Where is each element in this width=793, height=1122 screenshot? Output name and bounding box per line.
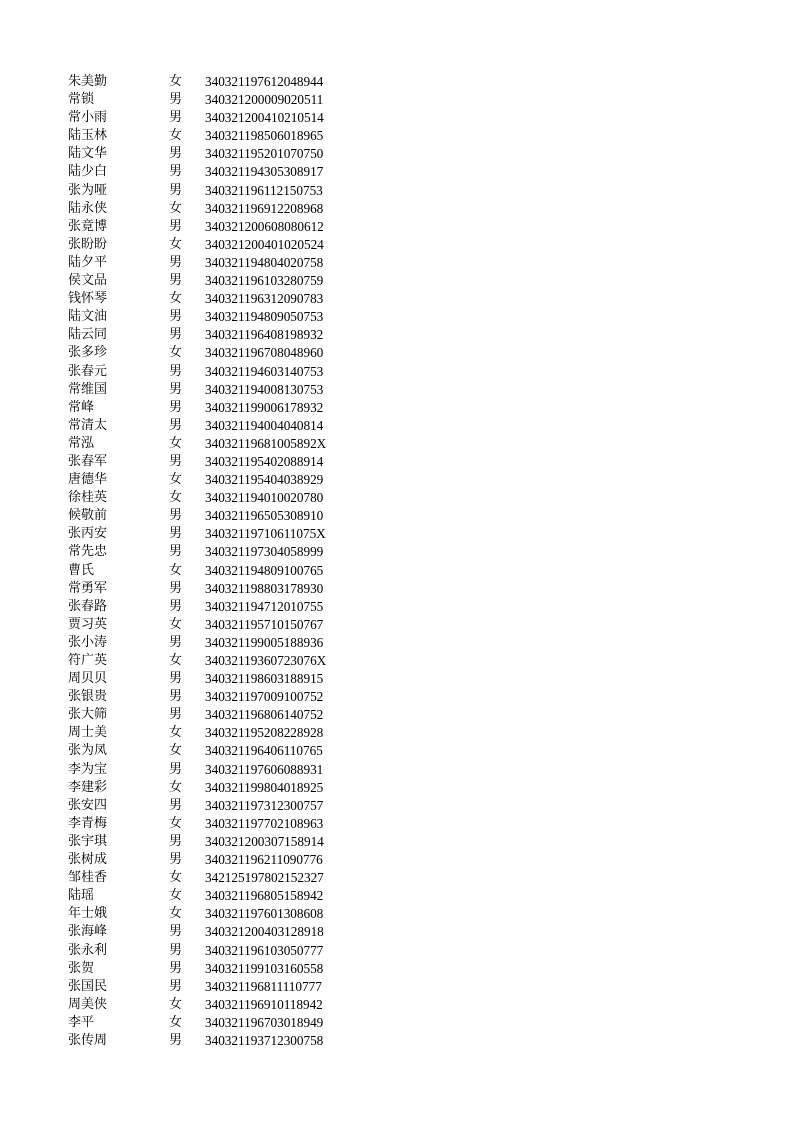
gender-cell: 男 bbox=[169, 218, 183, 234]
gender-cell: 男 bbox=[169, 526, 183, 542]
name-cell: 陆永侠 bbox=[68, 200, 108, 216]
name-cell: 常勇军 bbox=[68, 580, 108, 596]
table-row bbox=[68, 109, 368, 127]
gender-cell: 男 bbox=[169, 833, 183, 849]
name-cell: 曹氏 bbox=[68, 562, 95, 578]
name-cell: 张海峰 bbox=[68, 924, 108, 940]
gender-cell: 男 bbox=[169, 254, 183, 270]
id-number-cell: 340321196910118942 bbox=[205, 996, 323, 1012]
table-row bbox=[68, 815, 368, 833]
table-row bbox=[68, 236, 368, 254]
gender-cell: 女 bbox=[169, 616, 183, 632]
table-row bbox=[68, 670, 368, 688]
id-number-cell: 340321200608080612 bbox=[205, 218, 324, 234]
name-cell: 陆文油 bbox=[68, 309, 108, 325]
gender-cell: 女 bbox=[169, 906, 183, 922]
table-row bbox=[68, 73, 368, 91]
name-cell: 张多珍 bbox=[68, 345, 108, 361]
name-cell: 钱怀琴 bbox=[68, 291, 108, 307]
id-number-cell: 340321196811110777 bbox=[205, 978, 322, 994]
table-row bbox=[68, 634, 368, 652]
table-row bbox=[68, 742, 368, 760]
name-cell: 张贺 bbox=[68, 960, 95, 976]
gender-cell: 男 bbox=[169, 110, 183, 126]
gender-cell: 男 bbox=[169, 327, 183, 343]
name-cell: 周美侠 bbox=[68, 996, 108, 1012]
gender-cell: 男 bbox=[169, 363, 183, 379]
table-row bbox=[68, 1014, 368, 1032]
name-cell: 候敬前 bbox=[68, 508, 108, 524]
table-row bbox=[68, 706, 368, 724]
table-row bbox=[68, 471, 368, 489]
id-number-cell: 340321194008130753 bbox=[205, 381, 324, 397]
name-cell: 李青梅 bbox=[68, 815, 108, 831]
table-row bbox=[68, 489, 368, 507]
name-cell: 陆瑶 bbox=[68, 888, 95, 904]
id-number-cell: 340321196406110765 bbox=[205, 743, 323, 759]
name-cell: 陆文华 bbox=[68, 146, 108, 162]
gender-cell: 女 bbox=[169, 200, 183, 216]
id-number-cell: 340321199103160558 bbox=[205, 960, 324, 976]
name-cell: 张宇琪 bbox=[68, 833, 108, 849]
id-number-cell: 340321196708048960 bbox=[205, 345, 324, 361]
gender-cell: 女 bbox=[169, 996, 183, 1012]
name-cell: 张国民 bbox=[68, 978, 108, 994]
name-cell: 张春路 bbox=[68, 598, 108, 614]
gender-cell: 男 bbox=[169, 797, 183, 813]
name-cell: 常维国 bbox=[68, 381, 108, 397]
id-number-cell: 340321196312090783 bbox=[205, 291, 324, 307]
name-cell: 常峰 bbox=[68, 399, 95, 415]
table-row bbox=[68, 688, 368, 706]
gender-cell: 女 bbox=[169, 725, 183, 741]
name-cell: 张春军 bbox=[68, 453, 108, 469]
gender-cell: 女 bbox=[169, 490, 183, 506]
id-number-cell: 340321199804018925 bbox=[205, 779, 324, 795]
table-row bbox=[68, 272, 368, 290]
gender-cell: 男 bbox=[169, 960, 183, 976]
table-row bbox=[68, 779, 368, 797]
name-cell: 常先忠 bbox=[68, 544, 108, 560]
table-row bbox=[68, 562, 368, 580]
table-row bbox=[68, 399, 368, 417]
gender-cell: 女 bbox=[169, 888, 183, 904]
name-cell: 张银贵 bbox=[68, 689, 108, 705]
gender-cell: 男 bbox=[169, 707, 183, 723]
id-number-cell: 340321196703018949 bbox=[205, 1014, 324, 1030]
name-cell: 张永利 bbox=[68, 942, 108, 958]
id-number-cell: 340321196805158942 bbox=[205, 888, 324, 904]
id-number-cell: 340321200410210514 bbox=[205, 110, 324, 126]
id-number-cell: 34032119360723076X bbox=[205, 653, 327, 668]
table-row bbox=[68, 797, 368, 815]
gender-cell: 女 bbox=[169, 291, 183, 307]
gender-cell: 男 bbox=[169, 689, 183, 705]
name-cell: 常清太 bbox=[68, 417, 108, 433]
gender-cell: 男 bbox=[169, 761, 183, 777]
table-row bbox=[68, 960, 368, 978]
id-number-cell: 340321196103280759 bbox=[205, 273, 324, 289]
name-cell: 陆玉林 bbox=[68, 128, 108, 144]
gender-cell: 男 bbox=[169, 544, 183, 560]
id-number-cell: 340321197312300757 bbox=[205, 797, 324, 813]
gender-cell: 男 bbox=[169, 273, 183, 289]
table-row bbox=[68, 761, 368, 779]
gender-cell: 女 bbox=[169, 562, 183, 578]
table-row bbox=[68, 724, 368, 742]
table-row bbox=[68, 543, 368, 561]
name-cell: 常小雨 bbox=[68, 110, 108, 126]
roster-table bbox=[68, 73, 368, 1050]
id-number-cell: 34032119710611075X bbox=[205, 526, 326, 542]
id-number-cell: 340321193712300758 bbox=[205, 1032, 324, 1048]
table-row bbox=[68, 182, 368, 200]
name-cell: 张为哑 bbox=[68, 182, 108, 198]
name-cell: 陆云同 bbox=[68, 327, 108, 343]
table-row bbox=[68, 833, 368, 851]
table-row bbox=[68, 923, 368, 941]
gender-cell: 男 bbox=[169, 598, 183, 614]
gender-cell: 女 bbox=[169, 345, 183, 361]
id-number-cell: 340321197601308608 bbox=[205, 906, 324, 922]
table-row bbox=[68, 344, 368, 362]
gender-cell: 男 bbox=[169, 182, 183, 198]
gender-cell: 女 bbox=[169, 815, 183, 831]
id-number-cell: 342125197802152327 bbox=[205, 870, 324, 886]
name-cell: 贾习英 bbox=[68, 616, 108, 632]
name-cell: 张大筛 bbox=[68, 707, 108, 723]
gender-cell: 男 bbox=[169, 508, 183, 524]
id-number-cell: 340321200401020524 bbox=[205, 236, 324, 252]
table-row bbox=[68, 145, 368, 163]
table-row bbox=[68, 996, 368, 1014]
id-number-cell: 340321200307158914 bbox=[205, 833, 324, 849]
gender-cell: 女 bbox=[169, 870, 183, 886]
gender-cell: 女 bbox=[169, 74, 183, 89]
gender-cell: 男 bbox=[169, 852, 183, 868]
name-cell: 陆夕平 bbox=[68, 254, 108, 270]
table-row bbox=[68, 942, 368, 960]
name-cell: 张春元 bbox=[68, 363, 108, 379]
gender-cell: 男 bbox=[169, 1032, 183, 1048]
name-cell: 常泓 bbox=[68, 435, 95, 451]
name-cell: 李建彩 bbox=[68, 779, 108, 795]
gender-cell: 女 bbox=[169, 435, 183, 451]
table-row bbox=[68, 598, 368, 616]
name-cell: 张安四 bbox=[68, 797, 108, 813]
gender-cell: 女 bbox=[169, 128, 183, 144]
gender-cell: 男 bbox=[169, 634, 183, 650]
gender-cell: 男 bbox=[169, 146, 183, 162]
id-number-cell: 340321198803178930 bbox=[205, 580, 324, 596]
name-cell: 朱美勤 bbox=[68, 74, 108, 89]
gender-cell: 男 bbox=[169, 164, 183, 180]
gender-cell: 女 bbox=[169, 236, 183, 252]
id-number-cell: 340321196112150753 bbox=[205, 182, 323, 198]
table-row bbox=[68, 91, 368, 109]
name-cell: 侯文品 bbox=[68, 273, 108, 289]
gender-cell: 女 bbox=[169, 743, 183, 759]
id-number-cell: 340321197702108963 bbox=[205, 815, 324, 831]
table-row bbox=[68, 978, 368, 996]
name-cell: 邹桂香 bbox=[68, 870, 108, 886]
table-row bbox=[68, 218, 368, 236]
id-number-cell: 340321198506018965 bbox=[205, 128, 324, 144]
id-number-cell: 340321196211090776 bbox=[205, 852, 323, 868]
name-cell: 张小涛 bbox=[68, 634, 108, 650]
name-cell: 张树成 bbox=[68, 852, 108, 868]
id-number-cell: 340321196408198932 bbox=[205, 327, 324, 343]
id-number-cell: 340321197612048944 bbox=[205, 74, 324, 89]
table-row bbox=[68, 290, 368, 308]
table-row bbox=[68, 435, 368, 453]
table-row bbox=[68, 417, 368, 435]
table-row bbox=[68, 127, 368, 145]
name-cell: 常锁 bbox=[68, 92, 95, 108]
name-cell: 张丙安 bbox=[68, 526, 108, 542]
name-cell: 李平 bbox=[68, 1014, 95, 1030]
id-number-cell: 340321194010020780 bbox=[205, 490, 324, 506]
id-number-cell: 340321194305308917 bbox=[205, 164, 324, 180]
id-number-cell: 340321197304058999 bbox=[205, 544, 324, 560]
id-number-cell: 340321200403128918 bbox=[205, 924, 324, 940]
id-number-cell: 340321196103050777 bbox=[205, 942, 324, 958]
gender-cell: 男 bbox=[169, 924, 183, 940]
gender-cell: 男 bbox=[169, 381, 183, 397]
gender-cell: 男 bbox=[169, 399, 183, 415]
name-cell: 张盼盼 bbox=[68, 236, 108, 252]
table-row bbox=[68, 308, 368, 326]
table-row bbox=[68, 580, 368, 598]
table-row bbox=[68, 507, 368, 525]
id-number-cell: 340321196505308910 bbox=[205, 508, 324, 524]
gender-cell: 男 bbox=[169, 417, 183, 433]
id-number-cell: 340321197009100752 bbox=[205, 689, 324, 705]
id-number-cell: 340321200009020511 bbox=[205, 92, 324, 108]
id-number-cell: 340321194712010755 bbox=[205, 598, 324, 614]
table-row bbox=[68, 887, 368, 905]
id-number-cell: 340321196806140752 bbox=[205, 707, 324, 723]
name-cell: 徐桂英 bbox=[68, 490, 108, 506]
table-row bbox=[68, 200, 368, 218]
name-cell: 唐德华 bbox=[68, 472, 108, 488]
id-number-cell: 340321198603188915 bbox=[205, 671, 324, 687]
id-number-cell: 340321199006178932 bbox=[205, 399, 324, 415]
table-row bbox=[68, 163, 368, 181]
table-row bbox=[68, 525, 368, 543]
name-cell: 周贝贝 bbox=[68, 671, 108, 687]
gender-cell: 男 bbox=[169, 453, 183, 469]
table-row bbox=[68, 905, 368, 923]
gender-cell: 男 bbox=[169, 92, 183, 108]
gender-cell: 男 bbox=[169, 671, 183, 687]
name-cell: 周士美 bbox=[68, 725, 108, 741]
gender-cell: 男 bbox=[169, 580, 183, 596]
table-row bbox=[68, 254, 368, 272]
id-number-cell: 340321194804020758 bbox=[205, 254, 324, 270]
table-row bbox=[68, 616, 368, 634]
id-number-cell: 340321195208228928 bbox=[205, 725, 324, 741]
id-number-cell: 34032119681005892X bbox=[205, 435, 327, 451]
id-number-cell: 340321194809050753 bbox=[205, 309, 324, 325]
table-row bbox=[68, 453, 368, 471]
table-row bbox=[68, 869, 368, 887]
table-row bbox=[68, 381, 368, 399]
table-row bbox=[68, 652, 368, 670]
gender-cell: 女 bbox=[169, 779, 183, 795]
gender-cell: 女 bbox=[169, 1014, 183, 1030]
id-number-cell: 340321195402088914 bbox=[205, 453, 324, 469]
table-row bbox=[68, 1032, 368, 1050]
gender-cell: 女 bbox=[169, 653, 183, 668]
gender-cell: 男 bbox=[169, 978, 183, 994]
name-cell: 年士娥 bbox=[68, 906, 108, 922]
name-cell: 张传周 bbox=[68, 1032, 108, 1048]
id-number-cell: 340321195404038929 bbox=[205, 472, 324, 488]
table-row bbox=[68, 326, 368, 344]
name-cell: 张为凤 bbox=[68, 743, 108, 759]
id-number-cell: 340321194603140753 bbox=[205, 363, 324, 379]
name-cell: 符广英 bbox=[68, 653, 108, 668]
name-cell: 陆少白 bbox=[68, 164, 108, 180]
gender-cell: 男 bbox=[169, 942, 183, 958]
id-number-cell: 340321195201070750 bbox=[205, 146, 324, 162]
name-cell: 李为宝 bbox=[68, 761, 108, 777]
id-number-cell: 340321194809100765 bbox=[205, 562, 324, 578]
table-row bbox=[68, 851, 368, 869]
id-number-cell: 340321197606088931 bbox=[205, 761, 324, 777]
gender-cell: 女 bbox=[169, 472, 183, 488]
id-number-cell: 340321199005188936 bbox=[205, 634, 324, 650]
id-number-cell: 340321195710150767 bbox=[205, 616, 324, 632]
table-row bbox=[68, 363, 368, 381]
gender-cell: 男 bbox=[169, 309, 183, 325]
name-cell: 张竟博 bbox=[68, 218, 108, 234]
id-number-cell: 340321194004040814 bbox=[205, 417, 324, 433]
id-number-cell: 340321196912208968 bbox=[205, 200, 324, 216]
